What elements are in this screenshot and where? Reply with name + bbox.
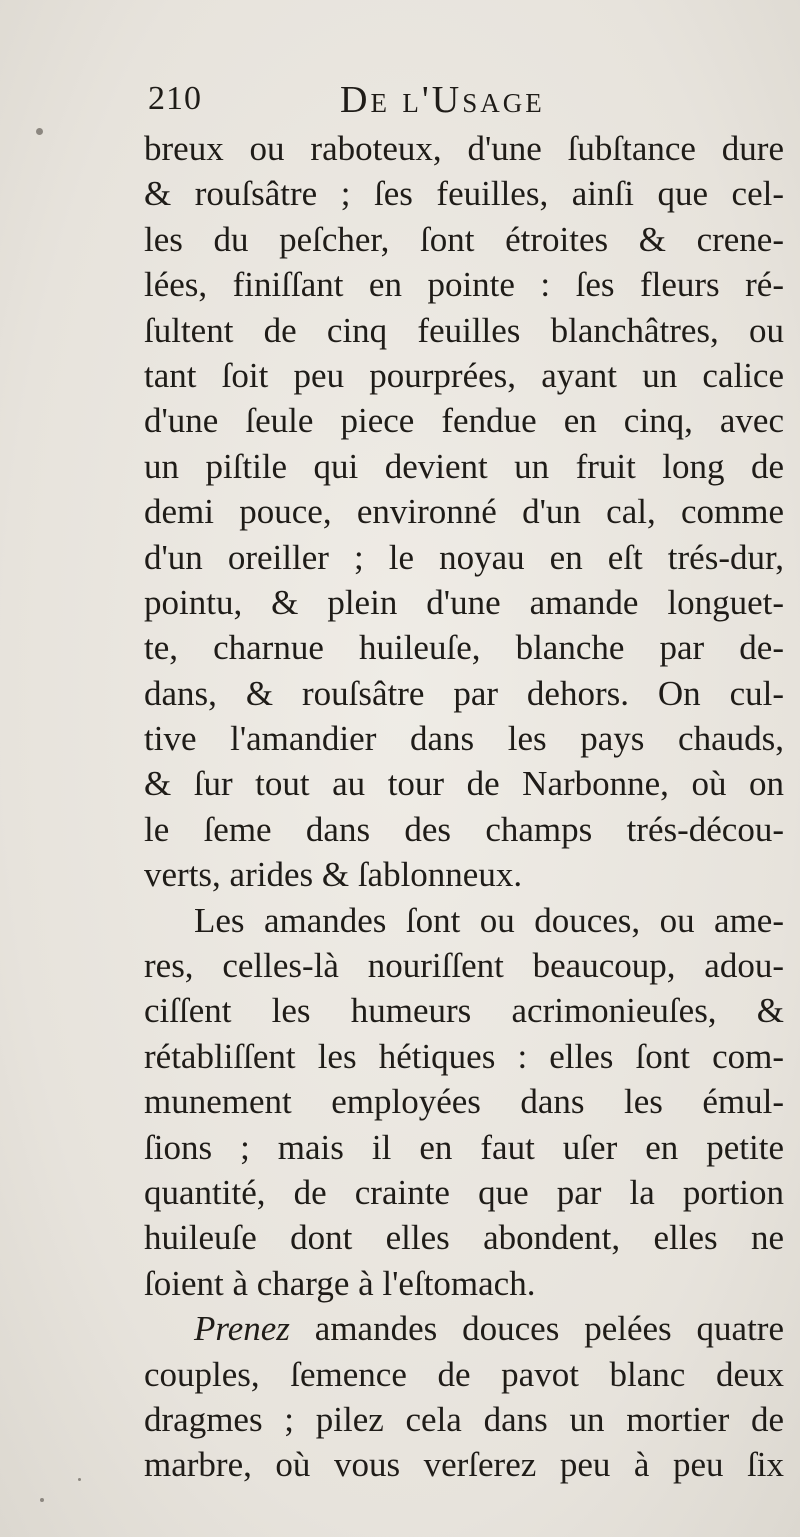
text-line: marbre, où vous verſerez peu à peu ſix <box>144 1445 784 1485</box>
text-line: Les amandes ſont ou douces, ou ame- <box>194 900 784 940</box>
text-line: tant ſoit peu pourprées, ayant un calice <box>144 355 784 395</box>
text-line: & ſur tout au tour de Narbonne, où on <box>144 764 784 804</box>
text-line: pointu, & plein d'une amande longuet- <box>144 582 784 622</box>
text-line: un piſtile qui devient un fruit long de <box>144 446 784 486</box>
text-line: quantité, de crainte que par la portion <box>144 1172 784 1212</box>
text-line: res, celles-là nouriſſent beaucoup, adou- <box>144 946 784 986</box>
text-line-rest: amandes douces pelées quatre <box>289 1309 784 1349</box>
text-line: tive l'amandier dans les pays chauds, <box>144 719 784 759</box>
text-line: rétabliſſent les hétiques : elles ſont com- <box>144 1036 784 1076</box>
italic-word: Prenez <box>194 1309 290 1349</box>
text-line: les du peſcher, ſont étroites & crene- <box>144 219 784 259</box>
page-number: 210 <box>148 80 202 117</box>
text-line: d'un oreiller ; le noyau en eſt trés-dur, <box>144 537 784 577</box>
text-line: couples, ſemence de pavot blanc deux <box>144 1354 784 1394</box>
body-text <box>144 126 784 1488</box>
text-line: le ſeme dans des champs trés-décou- <box>144 809 784 849</box>
text-line <box>144 1306 784 1351</box>
paragraph <box>144 898 784 1307</box>
text-line: te, charnue huileuſe, blanche par de- <box>144 628 784 668</box>
text-line: & rouſsâtre ; ſes feuilles, ainſi que cel- <box>144 174 784 214</box>
page-header <box>144 78 784 128</box>
text-line: ſions ; mais il en faut uſer en petite <box>144 1127 784 1167</box>
text-line: dragmes ; pilez cela dans un mortier de <box>144 1399 784 1439</box>
paragraph <box>144 126 784 898</box>
text-line: ſultent de cinq feuilles blanchâtres, ou <box>144 310 784 350</box>
running-head: De l'Usage <box>340 79 545 121</box>
paper-speck <box>40 1498 44 1502</box>
paper-speck <box>36 128 43 135</box>
text-line: d'une ſeule piece fendue en cinq, avec <box>144 401 784 441</box>
text-line: breux ou raboteux, d'une ſubſtance dure <box>144 129 784 168</box>
text-line: huileuſe dont elles abondent, elles ne <box>144 1218 784 1258</box>
text-line: munement employées dans les émul- <box>144 1082 784 1122</box>
text-line: dans, & rouſsâtre par dehors. On cul- <box>144 673 784 713</box>
paragraph <box>144 1306 784 1488</box>
text-line: ciſſent les humeurs acrimonieuſes, & <box>144 991 784 1031</box>
text-line: verts, arides & ſablonneux. <box>144 855 523 895</box>
text-line: demi pouce, environné d'un cal, comme <box>144 492 784 532</box>
text-line: ſoient à charge à l'eſtomach. <box>144 1263 536 1303</box>
text-line: lées, finiſſant en pointe : ſes fleurs ré- <box>144 265 784 305</box>
paper-speck <box>78 1478 81 1481</box>
